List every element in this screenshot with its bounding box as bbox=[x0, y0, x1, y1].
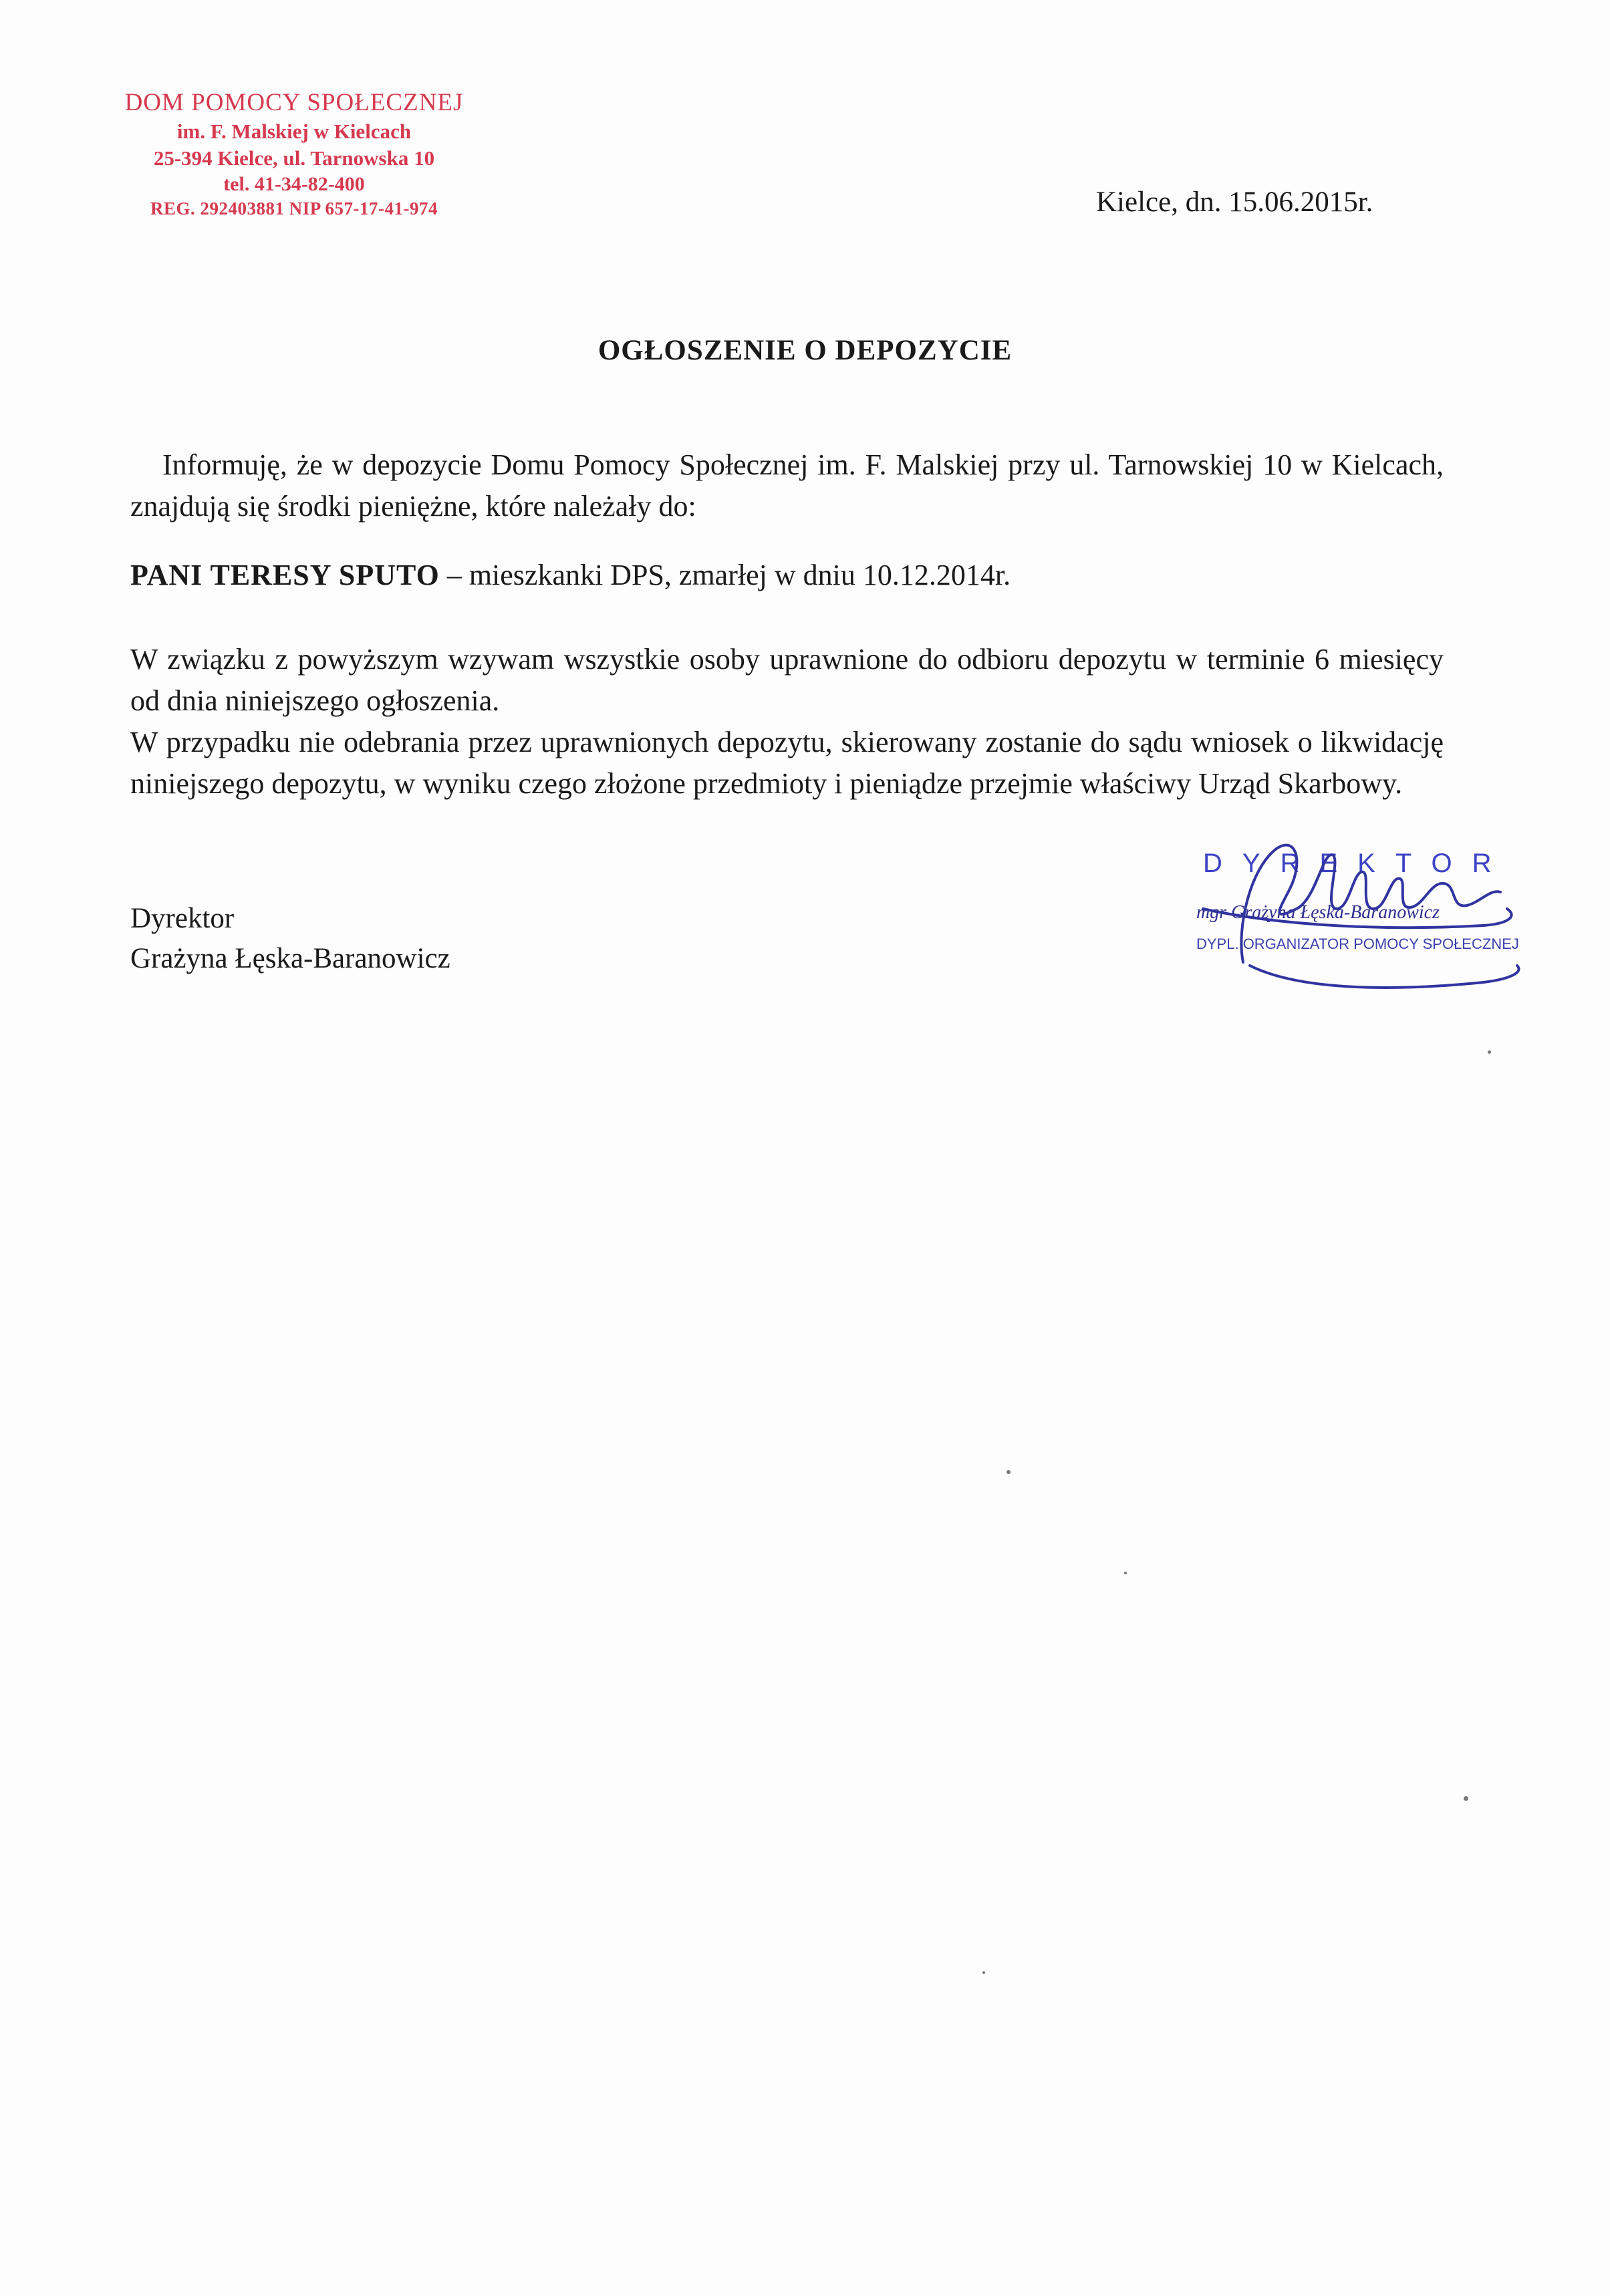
document-date: Kielce, dn. 15.06.2015r. bbox=[1096, 186, 1373, 218]
stamp-line-phone: tel. 41-34-82-400 bbox=[223, 172, 365, 195]
paragraph-deceased bbox=[130, 555, 1444, 596]
stamp-line-address: 25-394 Kielce, ul. Tarnowska 10 bbox=[153, 146, 435, 170]
stamp-line-institution: DOM POMOCY SPOŁECZNEJ bbox=[124, 89, 464, 116]
signoff-block bbox=[130, 899, 450, 979]
liquidation-sentence: W przypadku nie odebrania przez uprawnionych depozytu, skierowany zostanie do sądu wniosek o likwidację niniejszego depozytu, w wyniku czego złożone przedmioty i pieniądze przejmie właściwy Urząd Skarbowy. bbox=[130, 726, 1444, 800]
handwritten-signature bbox=[1163, 809, 1524, 1009]
document-title: OGŁOSZENIE O DEPOZYCIE bbox=[597, 335, 1013, 366]
paragraph-summons bbox=[130, 639, 1444, 805]
summons-sentence: W związku z powyższym wzywam wszystkie osoby uprawnione do odbioru depozytu w terminie 6 miesięcy od dnia niniejszego ogłoszenia. bbox=[130, 643, 1444, 717]
scan-speck bbox=[1488, 1050, 1491, 1054]
scan-speck bbox=[982, 1971, 985, 1974]
director-stamp-name: mgr Grażyna Łęska-Baranowicz bbox=[1196, 902, 1440, 923]
stamp-line-registration: REG. 292403881 NIP 657-17-41-974 bbox=[150, 198, 438, 219]
paragraph-deposit-info: Informuję, że w depozycie Domu Pomocy Społecznej im. F. Malskiej przy ul. Tarnowskiej 10 w Kielcach, znajdują się środki pieniężne, które należały do: bbox=[130, 448, 1444, 523]
scan-speck bbox=[1007, 1470, 1011, 1474]
deceased-name: PANI TERESY SPUTO bbox=[130, 559, 440, 591]
signoff-name: Grażyna Łęska-Baranowicz bbox=[130, 943, 450, 974]
scan-speck bbox=[1464, 1796, 1468, 1801]
stamp-line-patron: im. F. Malskiej w Kielcach bbox=[176, 120, 412, 144]
director-stamp-role: DYPL. ORGANIZATOR POMOCY SPOŁECZNEJ bbox=[1196, 936, 1519, 952]
institution-stamp bbox=[94, 87, 495, 221]
director-stamp-title: DYREKTOR bbox=[1203, 849, 1512, 878]
scan-speck bbox=[1124, 1572, 1127, 1574]
deceased-details: – mieszkanki DPS, zmarłej w dniu 10.12.2014r. bbox=[439, 559, 1011, 591]
signoff-role: Dyrektor bbox=[130, 903, 235, 934]
